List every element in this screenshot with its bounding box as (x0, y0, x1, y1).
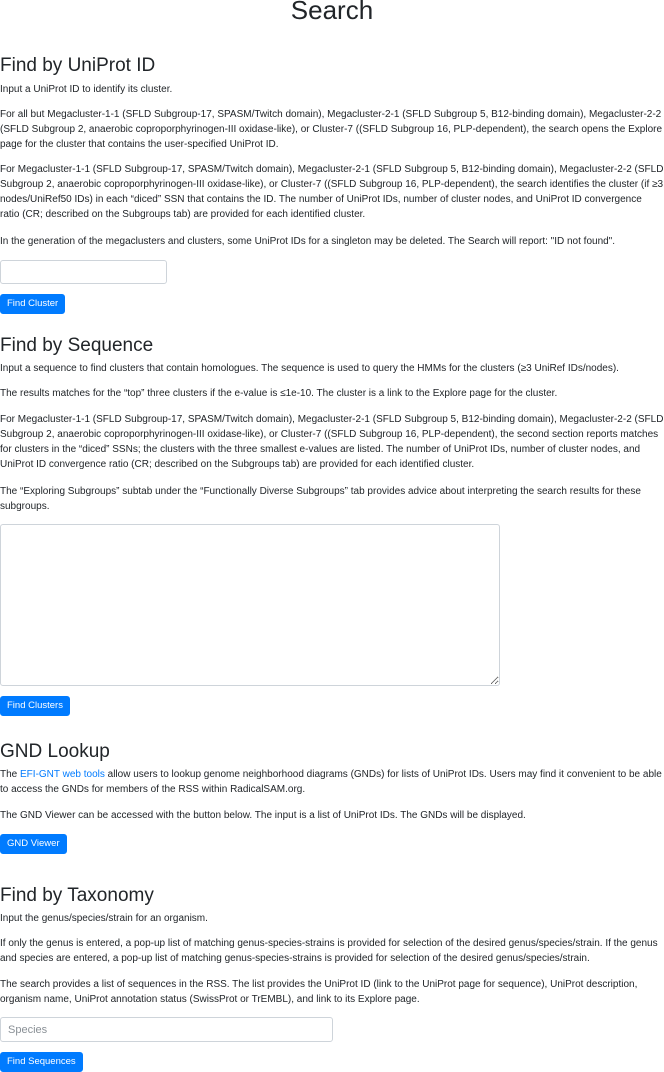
page-title: Search (290, 0, 374, 25)
gnd-p1-prefix: The (0, 769, 21, 780)
taxonomy-paragraph-1: Input the genus/species/strain for an organism. (0, 913, 208, 924)
sequence-paragraph-3: For Megacluster-1-1 (SFLD Subgroup-17, SPASM/Twitch domain), Megacluster-2-1 (SFLD Subgroup 5, B12-binding domain), Megacluster-2-2 (SFLD Subgroup 2, anaerobic coproporphyrinogen-III oxidase-like), or Cluster-7 ((SFLD Subgroup 16, PLP-dependent), the second section reports matches for clusters in the “diced” SSNs; the clusters with the three smallest e-values are listed. The number of UniProt IDs, number of cluster nodes, and UniProt ID convergence ratio (CR; described on the Subgroups tab) are provided for each identified cluster. (0, 414, 664, 470)
gnd-viewer-button[interactable]: GND Viewer (0, 834, 67, 854)
uniprot-heading: Find by UniProt ID (0, 55, 156, 76)
gnd-heading: GND Lookup (0, 741, 110, 762)
sequence-paragraph-2: The results matches for the “top” three clusters if the e-value is ≤1e-10. The cluster is a link to the Explore page for the cluster. (0, 388, 558, 399)
sequence-heading: Find by Sequence (0, 335, 154, 356)
find-cluster-button[interactable]: Find Cluster (0, 294, 65, 314)
efi-gnt-link[interactable]: EFI-GNT web tools (20, 769, 105, 780)
uniprot-id-input[interactable] (0, 260, 167, 284)
gnd-paragraph-2: The GND Viewer can be accessed with the button below. The input is a list of UniProt IDs. The GNDs will be displayed. (0, 810, 526, 821)
find-sequences-button[interactable]: Find Sequences (0, 1052, 83, 1072)
sequence-paragraph-4: The “Exploring Subgroups” subtab under the “Functionally Diverse Subgroups” tab provides advice about interpreting the search results for these subgroups. (0, 486, 641, 512)
gnd-paragraph-1 (0, 767, 664, 797)
taxonomy-paragraph-2: If only the genus is entered, a pop-up list of matching genus-species-strains is provided for selection of the desired genus/species/strain. If the genus and species are entered, a pop-up list of matching genus-species-strains is provided for selection of the desired genus/species/strain. (0, 938, 658, 964)
find-clusters-button[interactable]: Find Clusters (0, 696, 70, 716)
taxonomy-heading: Find by Taxonomy (0, 885, 154, 906)
sequence-paragraph-1: Input a sequence to find clusters that contain homologues. The sequence is used to query the HMMs for the clusters (≥3 UniRef IDs/nodes). (0, 363, 619, 374)
species-input[interactable] (0, 1017, 333, 1042)
sequence-textarea[interactable] (0, 524, 500, 686)
taxonomy-paragraph-3: The search provides a list of sequences in the RSS. The list provides the UniProt ID (link to the UniProt page for sequence), UniProt description, organism name, UniProt annotation status (SwissProt or TrEMBL), and link to its Explore page. (0, 979, 638, 1005)
uniprot-paragraph-1: For all but Megacluster-1-1 (SFLD Subgroup-17, SPASM/Twitch domain), Megacluster-2-1 (SFLD Subgroup 5, B12-binding domain), Megacluster-2-2 (SFLD Subgroup 2, anaerobic coproporphyrinogen-III oxidase-like), or Cluster-7 ((SFLD Subgroup 16, PLP-dependent), the search opens the Explore page for the cluster that contains the user-specified UniProt ID. (0, 109, 663, 150)
gnd-p1-suffix: allow users to lookup genome neighborhood diagrams (GNDs) for lists of UniProt IDs. Users may find it convenient to be able to access the GNDs for members of the RSS within RadicalSAM.org. (0, 769, 662, 795)
uniprot-paragraph-3: In the generation of the megaclusters and clusters, some UniProt IDs for a singleton may be deleted. The Search will report: "ID not found". (0, 236, 616, 247)
uniprot-intro: Input a UniProt ID to identify its cluster. (0, 84, 173, 95)
uniprot-paragraph-2: For Megacluster-1-1 (SFLD Subgroup-17, SPASM/Twitch domain), Megacluster-2-1 (SFLD Subgroup 5, B12-binding domain), Megacluster-2-2 (SFLD Subgroup 2, anaerobic coproporphyrinogen-III oxidase-like), or Cluster-7 ((SFLD Subgroup 16, PLP-dependent), the search identifies the cluster (if ≥3 nodes/UniRef50 IDs) in each “diced” SSN that contains the ID. The number of UniProt IDs, number of cluster nodes, and UniProt ID convergence ratio (CR; described on the Subgroups tab) are provided for each identified cluster. (0, 164, 664, 220)
